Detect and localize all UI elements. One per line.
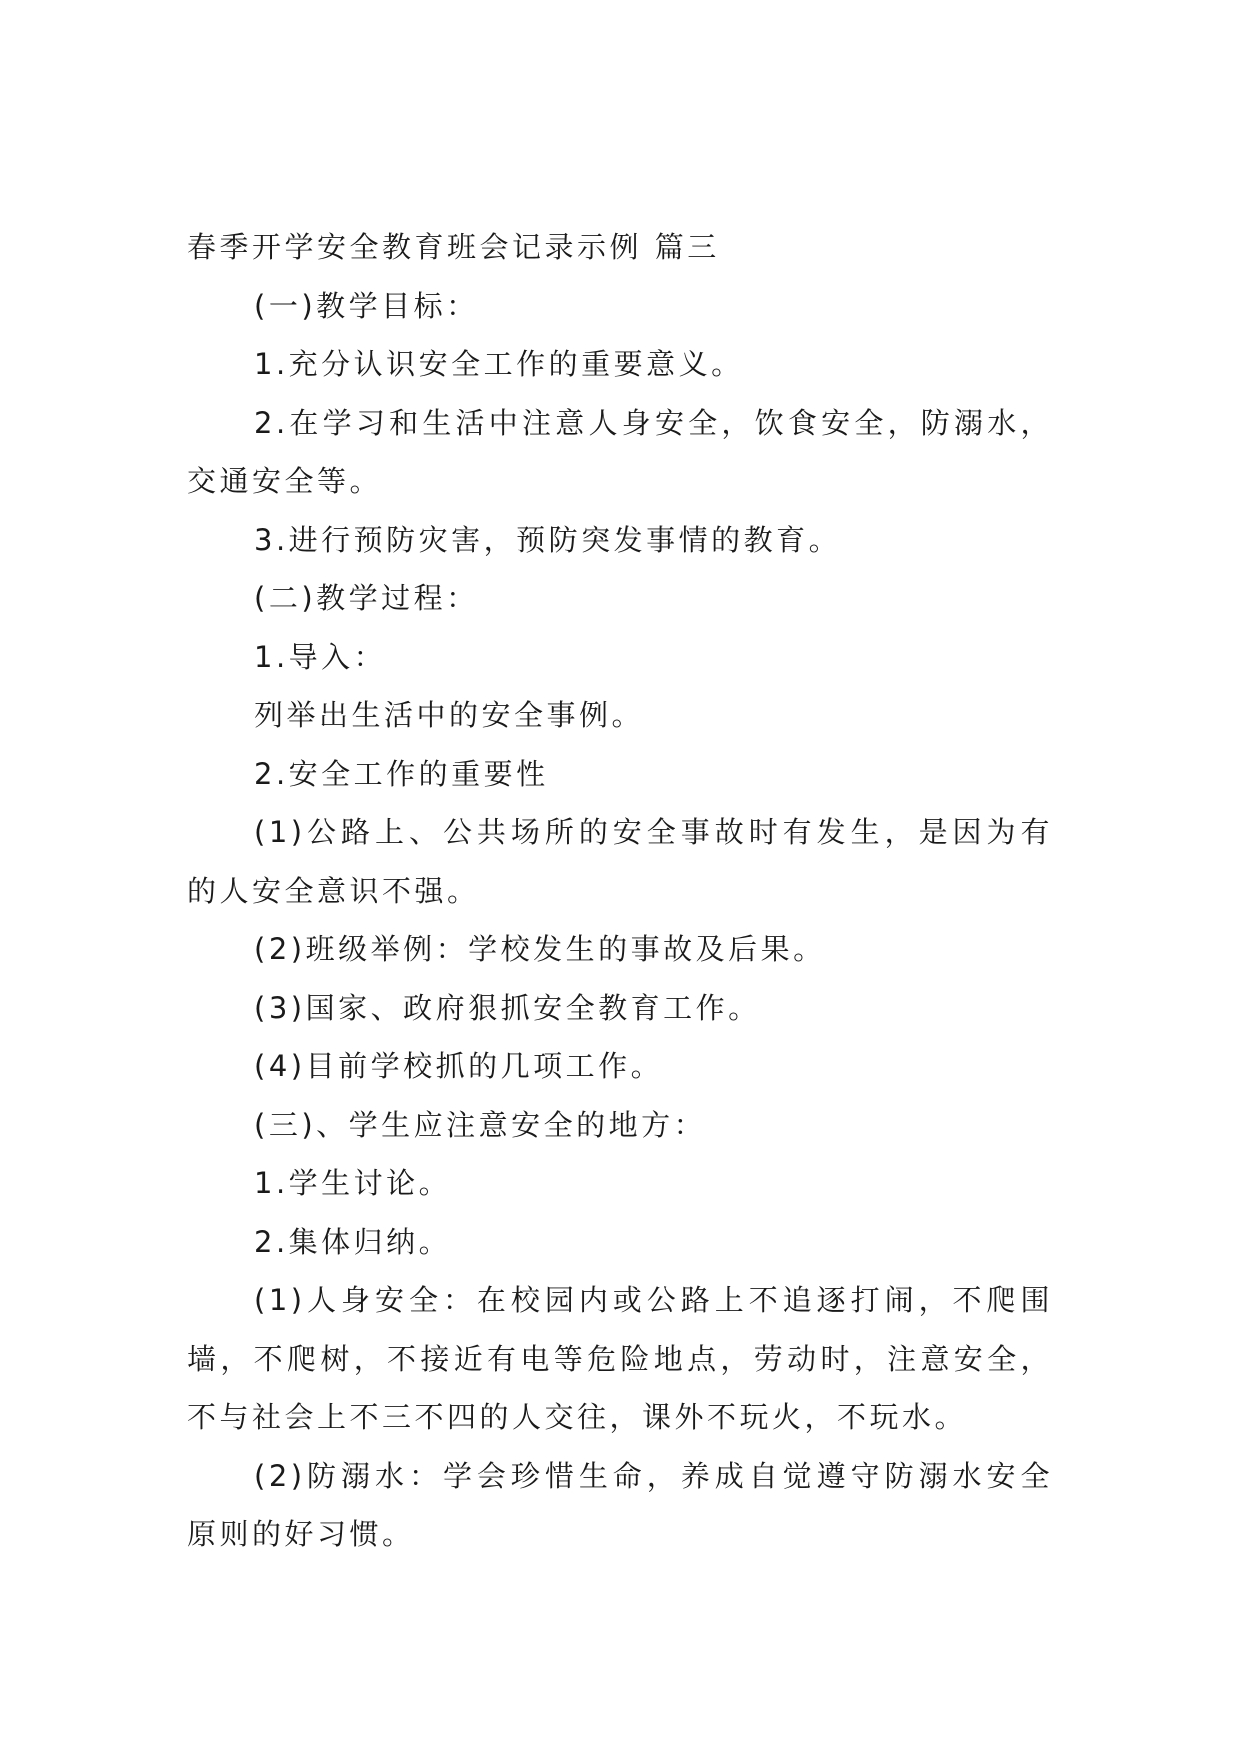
paragraph: 1.充分认识安全工作的重要意义。 (254, 347, 744, 381)
paragraph: 列举出生活中的安全事例。 (254, 698, 645, 732)
section-heading-objectives: (一)教学目标： (254, 288, 479, 323)
paragraph: 2.集体归纳。 (254, 1224, 452, 1259)
section-heading-process: (二)教学过程： (254, 581, 479, 615)
document-title: 春季开学安全教育班会记录示例 篇三 (187, 230, 720, 264)
paragraph: (1)公路上、公共场所的安全事故时有发生，是因为有的人安全意识不强。 (187, 815, 1053, 908)
paragraph: (3)国家、政府狠抓安全教育工作。 (254, 990, 761, 1025)
paragraph: 1.学生讨论。 (254, 1166, 452, 1200)
paragraph: (2)班级举例：学校发生的事故及后果。 (254, 932, 826, 966)
paragraph: 2.在学习和生活中注意人身安全，饮食安全，防溺水，交通安全等。 (187, 405, 1053, 498)
paragraph: (4)目前学校抓的几项工作。 (254, 1049, 664, 1083)
paragraph: 1.导入： (254, 639, 387, 674)
paragraph: (2)防溺水：学会珍惜生命，养成自觉遵守防溺水安全原则的好习惯。 (187, 1458, 1053, 1551)
paragraph: 3.进行预防灾害，预防突发事情的教育。 (254, 522, 842, 557)
section-heading-safety-places: (三)、学生应注意安全的地方： (254, 1107, 707, 1142)
paragraph: (1)人身安全：在校园内或公路上不追逐打闹，不爬围墙，不爬树，不接近有电等危险地点，劳动时，注意安全，不与社会上不三不四的人交往，课外不玩火，不玩水。 (187, 1283, 1053, 1434)
document-body (187, 218, 1053, 1564)
paragraph: 2.安全工作的重要性 (254, 756, 549, 791)
